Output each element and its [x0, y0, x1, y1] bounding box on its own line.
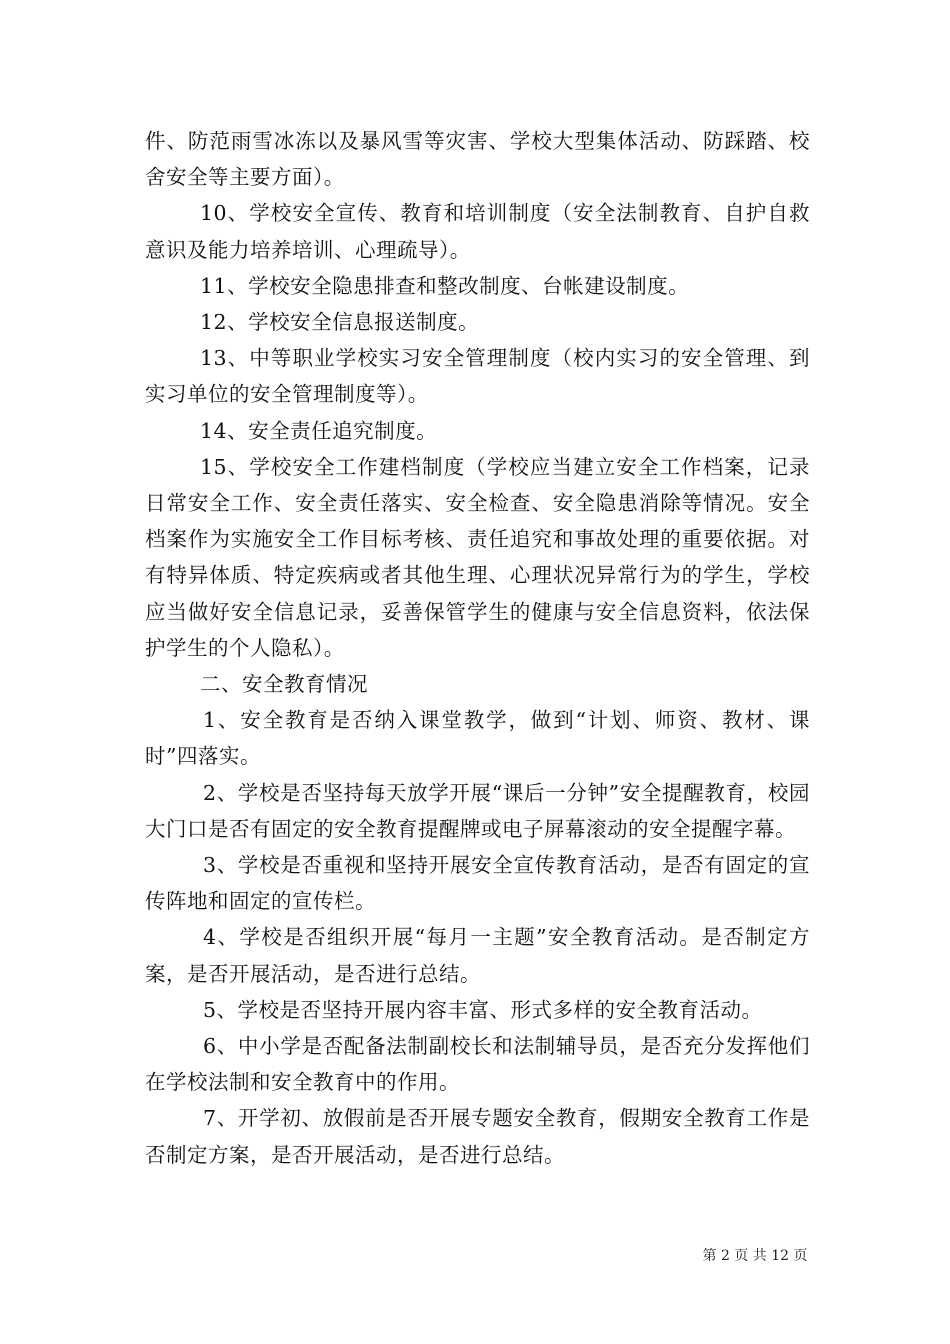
paragraph-item-13: 13、中等职业学校实习安全管理制度（校内实习的安全管理、到实习单位的安全管理制度等）。	[145, 346, 810, 407]
section-heading-safety-education: 二、安全教育情况	[200, 672, 368, 697]
paragraph-item-14: 14、安全责任追究制度。	[200, 418, 438, 443]
paragraph-edu-item-7: 7、开学初、放假前是否开展专题安全教育，假期安全教育工作是否制定方案，是否开展活动，是否进行总结。	[145, 1106, 810, 1167]
paragraph-edu-item-1: 1、安全教育是否纳入课堂教学，做到“计划、师资、教材、课时”四落实。	[145, 708, 810, 769]
page-number-footer: 第 2 页 共 12 页	[702, 1248, 808, 1264]
paragraph-item-12: 12、学校安全信息报送制度。	[200, 310, 480, 335]
paragraph-item-10: 10、学校安全宣传、教育和培训制度（安全法制教育、自护自救意识及能力培养培训、心理疏导）。	[145, 201, 810, 262]
paragraph-edu-item-2: 2、学校是否坚持每天放学开展“课后一分钟”安全提醒教育，校园大门口是否有固定的安全教育提醒牌或电子屏幕滚动的安全提醒字幕。	[145, 780, 810, 841]
paragraph-edu-item-3: 3、学校是否重视和坚持开展安全宣传教育活动，是否有固定的宣传阵地和固定的宣传栏。	[145, 853, 810, 914]
paragraph-edu-item-6: 6、中小学是否配备法制副校长和法制辅导员，是否充分发挥他们在学校法制和安全教育中的作用。	[145, 1034, 810, 1095]
paragraph-item-15: 15、学校安全工作建档制度（学校应当建立安全工作档案，记录日常安全工作、安全责任落实、安全检查、安全隐患消除等情况。安全档案作为实施安全工作目标考核、责任追究和事故处理的重要依据。对有特异体质、特定疾病或者其他生理、心理状况异常行为的学生，学校应当做好安全信息记录，妥善保管学生的健康与安全信息资料，依法保护学生的个人隐私）。	[145, 454, 810, 660]
document-body	[145, 123, 810, 1173]
paragraph-edu-item-4: 4、学校是否组织开展“每月一主题”安全教育活动。是否制定方案，是否开展活动，是否进行总结。	[145, 925, 810, 986]
paragraph-continuation: 件、防范雨雪冰冻以及暴风雪等灾害、学校大型集体活动、防踩踏、校舍安全等主要方面）。	[145, 129, 810, 190]
paragraph-edu-item-5: 5、学校是否坚持开展内容丰富、形式多样的安全教育活动。	[203, 997, 763, 1022]
paragraph-item-11: 11、学校安全隐患排查和整改制度、台帐建设制度。	[200, 273, 690, 298]
